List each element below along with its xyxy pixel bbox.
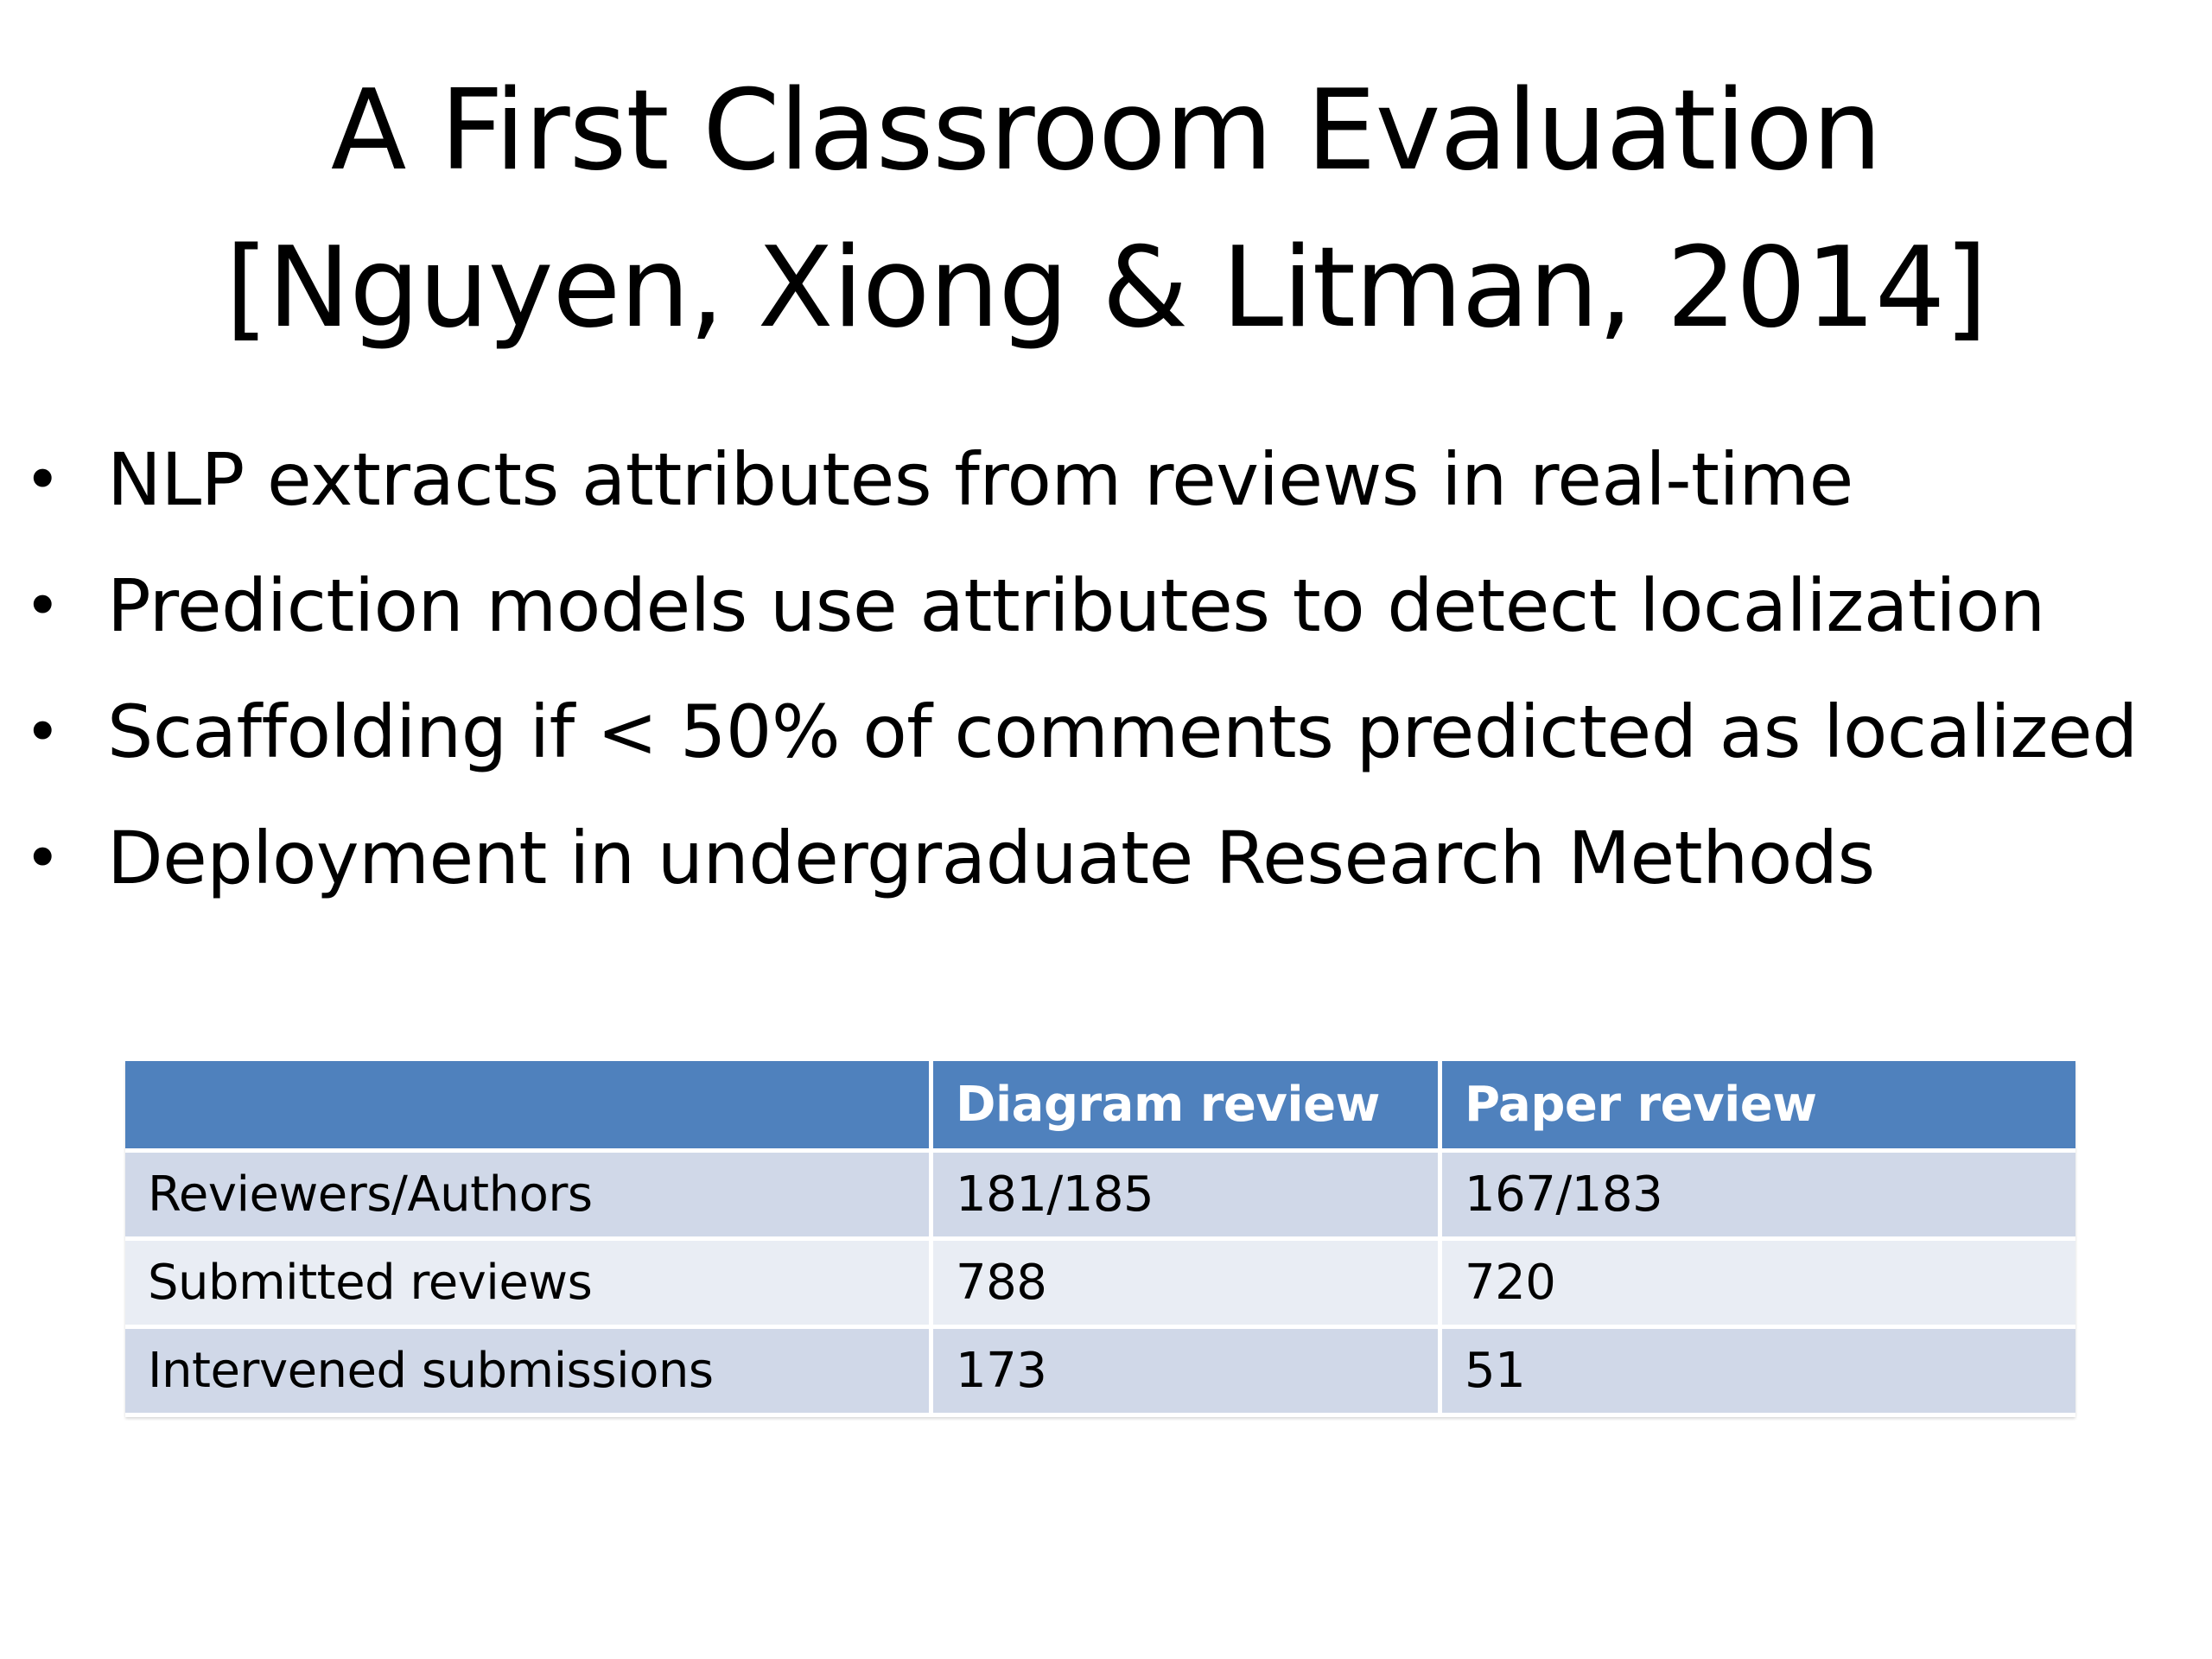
header-cell-empty xyxy=(125,1061,933,1153)
review-stats-table xyxy=(125,1061,2075,1417)
header-cell-diagram-review: Diagram review xyxy=(933,1061,1442,1153)
bullet-text: Prediction models use attributes to detect localization xyxy=(107,563,2045,648)
bullet-item xyxy=(24,558,2202,684)
bullet-list xyxy=(24,432,2202,937)
diagram-review-value: 173 xyxy=(933,1329,1442,1417)
row-label: Submitted reviews xyxy=(125,1241,933,1329)
bullet-text: NLP extracts attributes from reviews in real-time xyxy=(107,437,1853,522)
row-label: Intervened submissions xyxy=(125,1329,933,1417)
table-row xyxy=(125,1153,2075,1241)
bullet-icon: • xyxy=(24,569,61,642)
slide-title: A First Classroom Evaluation xyxy=(330,67,1882,195)
table-row xyxy=(125,1241,2075,1329)
slide-subtitle-citation: [Nguyen, Xiong & Litman, 2014] xyxy=(225,224,1987,353)
header-cell-paper-review: Paper review xyxy=(1442,1061,2075,1153)
row-label: Reviewers/Authors xyxy=(125,1153,933,1241)
diagram-review-value: 788 xyxy=(933,1241,1442,1329)
bullet-text: Deployment in undergraduate Research Methods xyxy=(107,816,1875,900)
paper-review-value: 51 xyxy=(1442,1329,2075,1417)
bullet-item xyxy=(24,432,2202,558)
bullet-icon: • xyxy=(24,822,61,894)
bullet-text: Scaffolding if < 50% of comments predicted as localized xyxy=(107,690,2138,774)
bullet-icon: • xyxy=(24,696,61,768)
bullet-icon: • xyxy=(24,443,61,516)
table-header-row xyxy=(125,1061,2075,1153)
bullet-item xyxy=(24,684,2202,810)
paper-review-value: 720 xyxy=(1442,1241,2075,1329)
bullet-item xyxy=(24,810,2202,937)
table-row xyxy=(125,1329,2075,1417)
paper-review-value: 167/183 xyxy=(1442,1153,2075,1241)
diagram-review-value: 181/185 xyxy=(933,1153,1442,1241)
